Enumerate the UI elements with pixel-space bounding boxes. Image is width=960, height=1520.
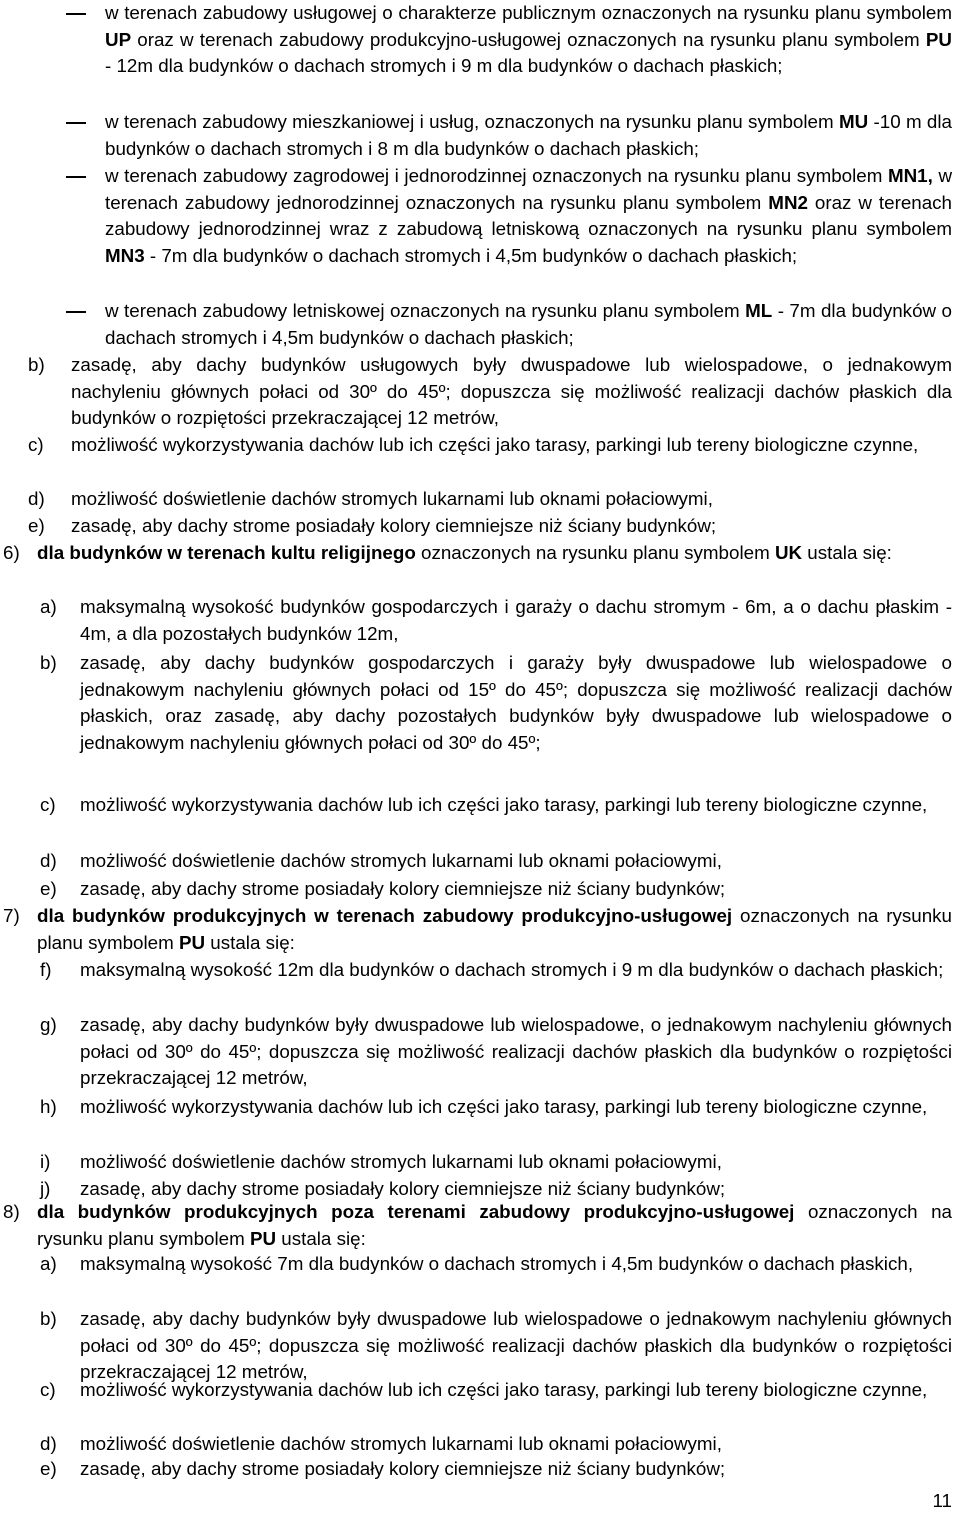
bold-symbol: dla budynków produkcyjnych w terenach zabudowy produkcyjno-usługowej <box>37 905 733 926</box>
page-number: 11 <box>932 1490 952 1511</box>
text-run: oznaczonych na rysunku planu symbolem <box>37 905 952 953</box>
bold-symbol: dla budynków produkcyjnych poza terenami zabudowy produkcyjno-usługowej <box>37 1201 795 1222</box>
list-item <box>40 792 952 819</box>
dash-bullet <box>66 311 86 313</box>
text-run: w terenach zabudowy mieszkaniowej i usług, oznaczonych na rysunku planu symbolem <box>105 111 839 132</box>
numbered-paragraph <box>3 540 952 567</box>
numbered-paragraph <box>3 903 952 956</box>
text-run: w terenach zabudowy jednorodzinnej oznaczonych na rysunku planu symbolem <box>105 165 953 213</box>
text-run: - 12m dla budynków o dachach stromych i 9 m dla budynków o dachach płaskich; <box>105 55 783 77</box>
list-item <box>28 513 952 540</box>
list-item <box>40 1431 952 1458</box>
text-run: ustala się: <box>802 542 892 563</box>
numbered-paragraph <box>3 1199 952 1252</box>
bold-symbol: UK <box>774 542 803 563</box>
item-label: d) <box>40 850 57 871</box>
bold-symbol: MN3 <box>105 244 145 266</box>
item-text: zasadę, aby dachy strome posiadały kolory ciemniejsze niż ściany budynków; <box>80 1458 726 1479</box>
text-run: oraz w terenach zabudowy jednorodzinnej wraz z zabudową letniskową oznaczonych na rysunku planu symbolem <box>105 191 953 240</box>
item-label: c) <box>28 434 44 455</box>
text-run: ustala się: <box>205 931 295 953</box>
item-text: możliwość doświetlenie dachów stromych lukarnami lub oknami połaciowymi, <box>80 1433 722 1454</box>
item-text: możliwość wykorzystywania dachów lub ich części jako tarasy, parkingi lub tereny biologiczne czynne, <box>80 1096 928 1117</box>
bold-symbol: ML <box>745 300 773 321</box>
text-run: w terenach zabudowy letniskowej oznaczonych na rysunku planu symbolem <box>105 300 746 321</box>
bold-symbol: MN1, <box>887 165 933 186</box>
item-text: możliwość wykorzystywania dachów lub ich części jako tarasy, parkingi lub tereny biologiczne czynne, <box>80 794 928 815</box>
item-label: b) <box>40 652 57 673</box>
item-label: a) <box>40 596 57 617</box>
list-item <box>40 876 952 903</box>
item-label: c) <box>40 794 56 815</box>
item-label: e) <box>40 878 57 899</box>
item-label: b) <box>40 1308 57 1329</box>
dash-bullet <box>66 122 86 124</box>
dash-bullet <box>66 13 86 15</box>
item-text: maksymalną wysokość 7m dla budynków o dachach stromych i 4,5m budynków o dachach płaskich, <box>80 1253 914 1274</box>
list-item <box>40 650 952 756</box>
item-text: maksymalną wysokość 12m dla budynków o dachach stromych i 9 m dla budynków o dachach płaskich; <box>80 959 944 980</box>
list-item <box>28 432 952 459</box>
list-item <box>40 1149 952 1176</box>
item-label: d) <box>28 488 45 509</box>
list-item <box>40 957 952 984</box>
item-text: możliwość doświetlenie dachów stromych lukarnami lub oknami połaciowymi, <box>71 488 713 509</box>
item-text: zasadę, aby dachy strome posiadały kolory ciemniejsze niż ściany budynków; <box>80 1178 726 1199</box>
item-text: maksymalną wysokość budynków gospodarczych i garaży o dachu stromym - 6m, a o dachu płaskim - 4m, a dla pozostałych budynków 12m, <box>80 596 952 644</box>
bold-symbol: PU <box>925 28 952 50</box>
item-label: 6) <box>3 542 20 563</box>
text-run: - 7m dla budynków o dachach stromych i 4,5m budynków o dachach płaskich; <box>144 244 798 266</box>
item-text: zasadę, aby dachy budynków były dwuspadowe lub wielospadowe o jednakowym nachyleniu głównych połaci od 30º do 45º; dopuszcza się możliwość realizacji dachów płaskich dla budynków o rozpiętości przekraczającej 12 metrów, <box>80 1308 952 1383</box>
text-run: w terenach zabudowy zagrodowej i jednorodzinnej oznaczonych na rysunku planu symbolem <box>105 165 888 186</box>
dash-bullet <box>66 176 86 178</box>
text-run: oraz w terenach zabudowy produkcyjno-usługowej oznaczonych na rysunku planu symbolem <box>131 28 926 50</box>
item-text: zasadę, aby dachy strome posiadały kolory ciemniejsze niż ściany budynków; <box>71 515 717 536</box>
item-text: zasadę, aby dachy budynków usługowych były dwuspadowe lub wielospadowe, o jednakowym nachyleniu głównych połaci od 30º do 45º; dopuszcza się możliwość realizacji dachów płaskich dla budynków o rozpiętości przekraczającej 12 metrów, <box>71 354 952 429</box>
bold-symbol: UP <box>105 28 132 50</box>
item-label: b) <box>28 354 45 375</box>
item-label: 7) <box>3 905 20 926</box>
item-label: f) <box>40 959 52 980</box>
item-label: j) <box>40 1178 51 1199</box>
item-label: d) <box>40 1433 57 1454</box>
item-text: możliwość wykorzystywania dachów lub ich części jako tarasy, parkingi lub tereny biologiczne czynne, <box>80 1379 928 1400</box>
list-item <box>28 486 952 513</box>
bold-symbol: PU <box>249 1227 277 1249</box>
text-run: oznaczonych na rysunku planu symbolem <box>415 542 775 563</box>
list-item <box>40 1251 952 1278</box>
item-text: możliwość wykorzystywania dachów lub ich części jako tarasy, parkingi lub tereny biologiczne czynne, <box>71 434 919 455</box>
dash-list-item <box>105 163 952 269</box>
text-run: -10 m dla budynków o dachach stromych i 8 m dla budynków o dachach płaskich; <box>105 111 952 159</box>
item-label: h) <box>40 1096 57 1117</box>
item-text: możliwość doświetlenie dachów stromych lukarnami lub oknami połaciowymi, <box>80 1151 722 1172</box>
text-run: w terenach zabudowy usługowej o charakterze publicznym oznaczonych na rysunku planu symbolem <box>105 2 952 23</box>
item-label: c) <box>40 1379 56 1400</box>
item-text: zasadę, aby dachy budynków były dwuspadowe lub wielospadowe, o jednakowym nachyleniu głównych połaci od 30º do 45º; dopuszcza się możliwość realizacji dachów płaskich dla budynków o rozpiętości przekraczającej 12 metrów, <box>80 1014 952 1089</box>
item-label: e) <box>28 515 45 536</box>
list-item <box>40 1377 952 1404</box>
bold-symbol: PU <box>178 931 206 953</box>
list-item <box>40 1456 952 1483</box>
bold-symbol: MU <box>838 111 869 132</box>
list-item <box>40 594 952 647</box>
text-run: ustala się: <box>276 1227 366 1249</box>
dash-list-item <box>105 298 952 351</box>
list-item <box>40 1012 952 1092</box>
item-label: i) <box>40 1151 51 1172</box>
item-label: 8) <box>3 1201 20 1222</box>
item-label: a) <box>40 1253 57 1274</box>
item-label: e) <box>40 1458 57 1479</box>
list-item <box>40 1306 952 1386</box>
item-text: zasadę, aby dachy budynków gospodarczych i garaży były dwuspadowe lub wielospadowe o jednakowym nachyleniu głównych połaci od 15º do 45º; dopuszcza się możliwość realizacji dachów płaskich, oraz zasadę, aby dachy pozostałych budynków były dwuspadowe lub wielospadowe o jednakowym nachyleniu głównych połaci od 30º do 45º; <box>80 652 952 753</box>
text-run: - 7m dla budynków o dachach stromych i 4,5m budynków o dachach płaskich; <box>105 300 952 348</box>
dash-list-item <box>105 109 952 162</box>
dash-list-item <box>105 0 952 80</box>
list-item <box>28 352 952 432</box>
list-item <box>40 848 952 875</box>
list-item <box>40 1094 952 1121</box>
item-text: możliwość doświetlenie dachów stromych lukarnami lub oknami połaciowymi, <box>80 850 722 871</box>
item-text: zasadę, aby dachy strome posiadały kolory ciemniejsze niż ściany budynków; <box>80 878 726 899</box>
bold-symbol: dla budynków w terenach kultu religijnego <box>37 542 416 563</box>
text-run: oznaczonych na rysunku planu symbolem <box>37 1201 952 1249</box>
bold-symbol: MN2 <box>768 191 808 213</box>
item-label: g) <box>40 1014 57 1035</box>
